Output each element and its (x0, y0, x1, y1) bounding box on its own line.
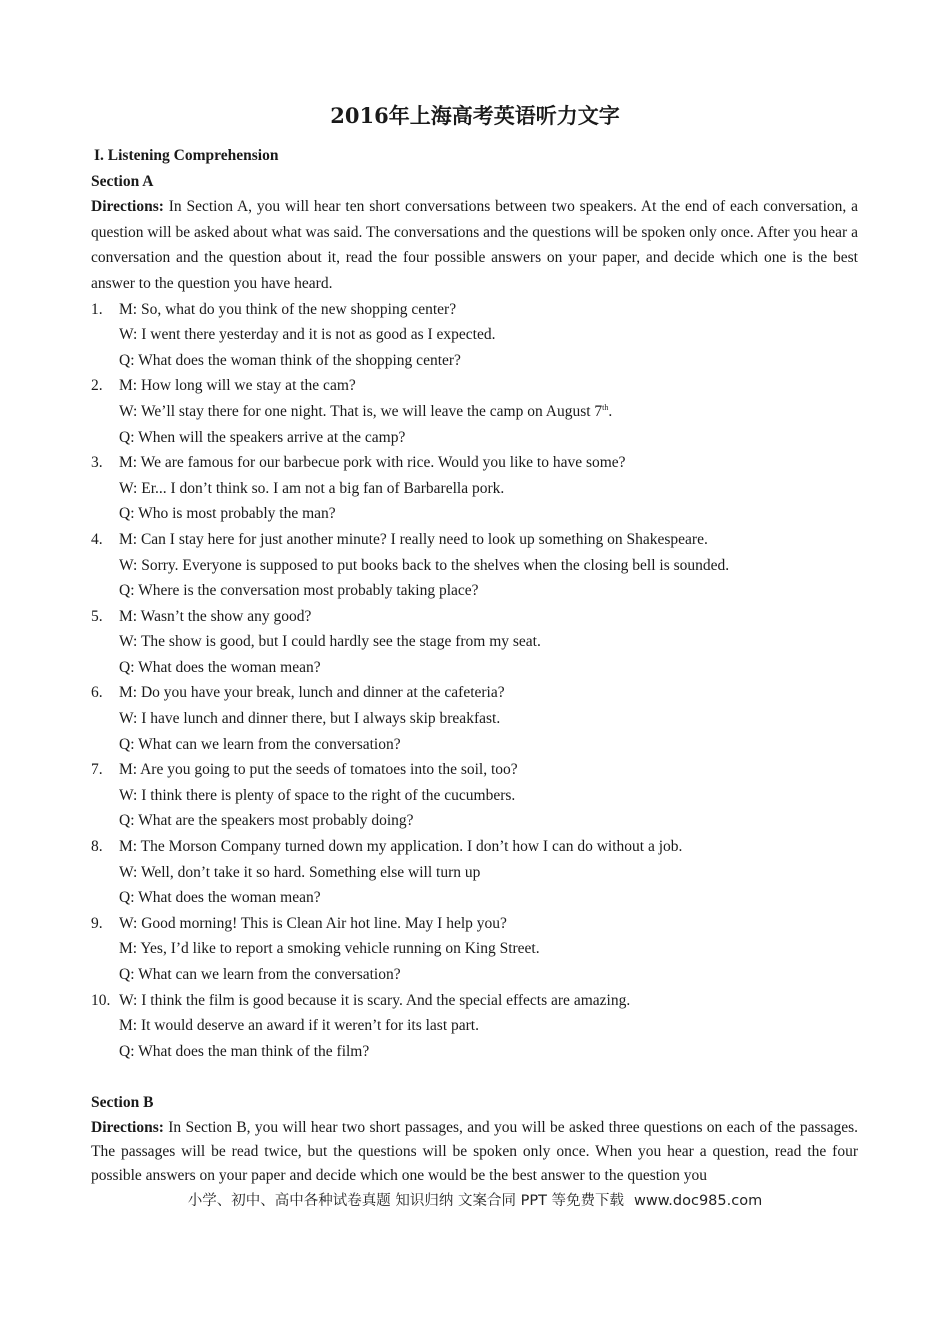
speaker-line: M: Wasn’t the show any good? (119, 607, 312, 625)
conversation-item (91, 527, 858, 604)
document-title: 2016年上海高考英语听力文字 (330, 103, 620, 128)
item-number: 6. (91, 684, 103, 702)
part-heading: I. Listening Comprehension (94, 147, 279, 164)
speaker-line: W: I think there is plenty of space to the right of the cucumbers. (119, 786, 516, 804)
question-line: Q: What does the woman think of the shopping center? (119, 351, 461, 369)
question-line: Q: What can we learn from the conversation? (119, 966, 401, 983)
speaker-line: M: Yes, I’d like to report a smoking vehicle running on King Street. (119, 940, 540, 958)
item-number: 9. (91, 914, 103, 932)
speaker-line: W: Good morning! This is Clean Air hot line. May I help you? (119, 914, 507, 932)
question-line: Q: What does the man think of the film? (119, 1042, 370, 1060)
section-a-directions (91, 194, 858, 296)
item-number: 4. (91, 530, 103, 548)
speaker-line: W: The show is good, but I could hardly see the stage from my seat. (119, 633, 541, 651)
conversation-item (91, 988, 858, 1065)
document-body (91, 143, 858, 1188)
question-line: Q: When will the speakers arrive at the camp? (119, 428, 406, 446)
question-line: Q: What does the woman mean? (119, 658, 321, 676)
item-number: 10. (91, 991, 111, 1009)
directions-text: In Section A, you will hear ten short conversations between two speakers. At the end of each conversation, a question will be asked about what was said. The conversations and the questions will be spoken only once. After you hear a conversation and the question about it, read the four possible answers on your paper, and decide which one is the best answer to the question you have heard. (91, 198, 858, 292)
item-number: 2. (91, 377, 103, 395)
speaker-line: M: Are you going to put the seeds of tomatoes into the soil, too? (119, 761, 518, 779)
ordinal-suffix: th (602, 402, 609, 412)
conversation-item (91, 450, 858, 527)
directions-label: Directions: (91, 198, 164, 216)
question-line: Q: What does the woman mean? (119, 889, 321, 907)
item-number: 8. (91, 838, 103, 856)
directions-label: Directions: (91, 1118, 164, 1136)
section-spacer (91, 1064, 858, 1090)
conversation-item (91, 297, 858, 374)
section-a-heading: Section A (91, 172, 154, 190)
speaker-line-text: W: We’ll stay there for one night. That is, we will leave the camp on August 7 (119, 402, 603, 420)
conversation-item (91, 834, 858, 911)
speaker-line: W: Well, don’t take it so hard. Something else will turn up (119, 863, 481, 881)
speaker-line: M: Can I stay here for just another minute? I really need to look up something on Shakespeare. (119, 530, 708, 548)
speaker-line: M: We are famous for our barbecue pork with rice. Would you like to have some? (119, 454, 626, 472)
speaker-line: W: I have lunch and dinner there, but I always skip breakfast. (119, 710, 501, 728)
conversation-item (91, 911, 858, 988)
item-number: 3. (91, 454, 103, 472)
page-footer (0, 1191, 950, 1211)
question-line: Q: What are the speakers most probably doing? (119, 812, 414, 830)
section-b-directions (91, 1116, 858, 1189)
speaker-line: M: So, what do you think of the new shopping center? (119, 300, 457, 318)
section-b-heading: Section B (91, 1093, 154, 1111)
footer-text: 小学、初中、高中各种试卷真题 知识归纳 文案合同 PPT 等免费下载 (187, 1193, 625, 1209)
question-line: Q: Who is most probably the man? (119, 505, 336, 523)
speaker-line: M: The Morson Company turned down my application. I don’t how I can do without a job. (119, 838, 683, 856)
speaker-line: W: I went there yesterday and it is not as good as I expected. (119, 326, 496, 344)
conversation-item (91, 680, 858, 757)
speaker-line: W: I think the film is good because it is scary. And the special effects are amazing. (119, 991, 631, 1009)
speaker-line: W: Er... I don’t think so. I am not a big fan of Barbarella pork. (119, 479, 505, 497)
footer-site: www.doc985.com (634, 1193, 763, 1209)
item-number: 7. (91, 761, 103, 779)
speaker-line (119, 399, 858, 425)
speaker-line: W: Sorry. Everyone is supposed to put books back to the shelves when the closing bell is sounded. (119, 556, 730, 574)
question-line: Q: What can we learn from the conversation? (119, 735, 401, 753)
conversation-item (91, 373, 858, 450)
directions-text: In Section B, you will hear two short passages, and you will be asked three questions on each of the passages. The passages will be read twice, but the questions will be spoken only once. When you hear a question, read the four possible answers on your paper and decide which one would be the best answer to the question you (91, 1118, 858, 1184)
conversation-item (91, 604, 858, 681)
speaker-line-end: . (608, 402, 613, 420)
question-line: Q: Where is the conversation most probably taking place? (119, 582, 479, 600)
speaker-line: M: It would deserve an award if it weren’t for its last part. (119, 1017, 479, 1035)
conversation-item (91, 757, 858, 834)
item-number: 5. (91, 607, 103, 625)
speaker-line: M: How long will we stay at the cam? (119, 377, 356, 395)
item-number: 1. (91, 300, 103, 318)
speaker-line: M: Do you have your break, lunch and dinner at the cafeteria? (119, 684, 505, 702)
